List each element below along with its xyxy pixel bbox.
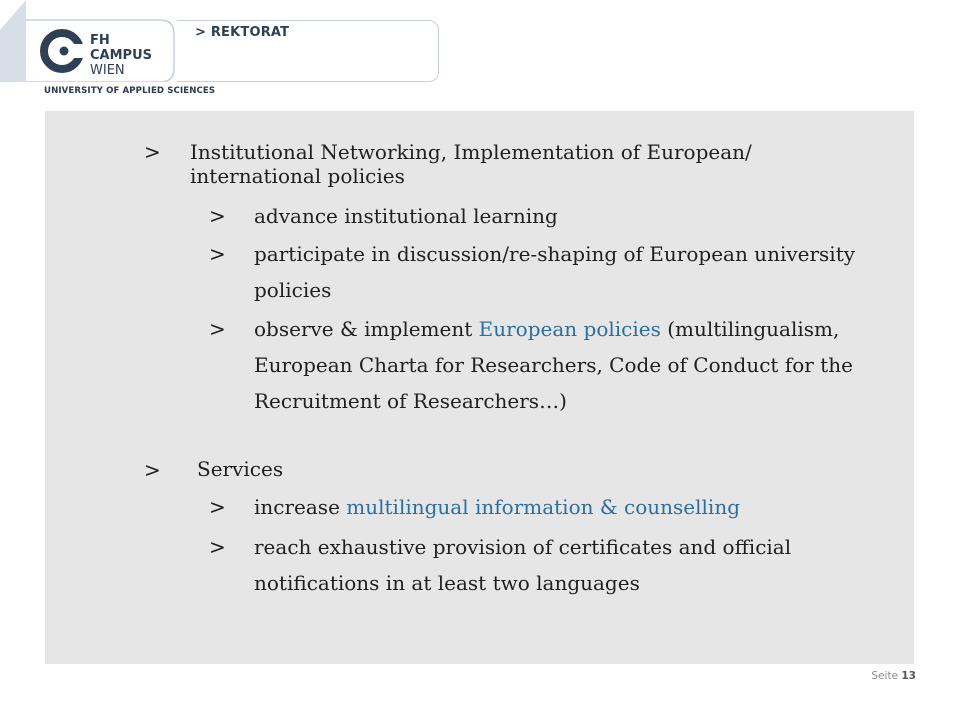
sub-bullet-marker: > xyxy=(209,204,226,228)
section-tab xyxy=(177,20,439,82)
page-label: Seite xyxy=(871,670,899,682)
sub-bullet-marker: > xyxy=(209,242,226,266)
logo xyxy=(0,0,176,82)
text-segment: (multilingualism, European Charta for Researchers, Code of Conduct for the Recruitment of Researchers…) xyxy=(254,317,853,413)
sub-bullet-institutional-learning: advance institutional learning xyxy=(254,204,558,228)
page-footer xyxy=(871,670,916,682)
logo-text-campus: CAMPUS xyxy=(90,48,152,63)
logo-text-wien: WIEN xyxy=(90,63,125,78)
university-subtitle: UNIVERSITY OF APPLIED SCIENCES xyxy=(44,86,216,96)
chevron-right-icon: > xyxy=(195,25,207,40)
page-number: 13 xyxy=(901,670,916,682)
bullet-institutional-networking: Institutional Networking, Implementation of European/ international policies xyxy=(190,140,752,188)
sub-bullet-marker: > xyxy=(209,535,226,559)
sub-bullet-marker: > xyxy=(209,495,226,519)
content-panel xyxy=(45,111,914,664)
fh-campus-logo-icon xyxy=(0,0,176,82)
bullet-marker: > xyxy=(144,140,161,164)
sub-bullet-marker: > xyxy=(209,317,226,341)
text-segment: increase xyxy=(254,495,347,519)
sub-bullet-european-policies xyxy=(254,311,904,419)
text-segment: observe & implement xyxy=(254,317,479,341)
highlight-multilingual-information: multilingual information & counselling xyxy=(346,495,740,519)
sub-bullet-discussion-policies: participate in discussion/re-shaping of European university policies xyxy=(254,242,856,302)
sub-bullet-multilingual-information xyxy=(254,489,904,525)
section-label xyxy=(195,25,289,40)
sub-bullet-certificates: reach exhaustive provision of certificates and official notifications in at least two languages xyxy=(254,535,792,595)
logo-text-fh: FH xyxy=(90,33,110,48)
highlight-european-policies: European policies xyxy=(478,317,661,341)
bullet-services: Services xyxy=(197,457,284,481)
bullet-marker: > xyxy=(144,458,161,482)
section-title: REKTORAT xyxy=(210,25,290,40)
